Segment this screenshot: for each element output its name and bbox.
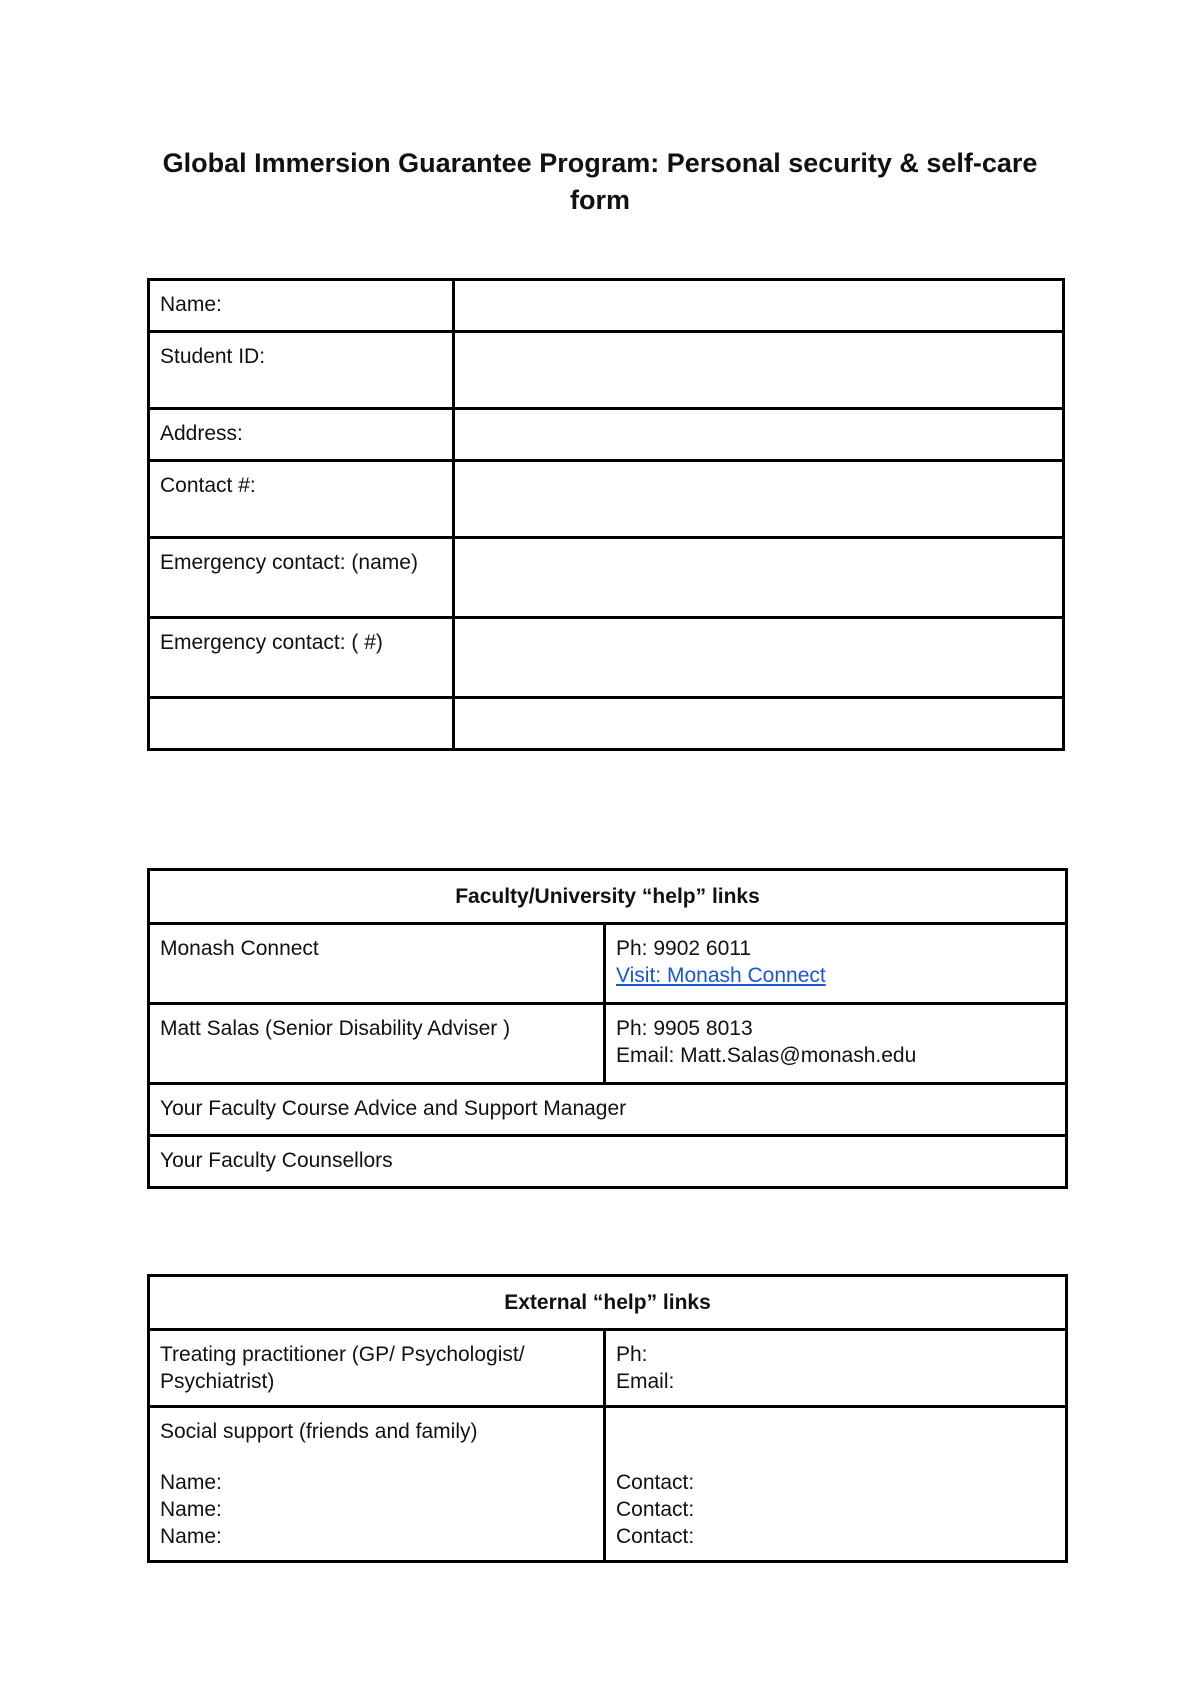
faculty-counsellors: Your Faculty Counsellors <box>149 1136 1067 1188</box>
personal-info-table <box>147 278 1065 751</box>
table-row <box>149 461 1064 538</box>
table-row <box>149 409 1064 461</box>
table-row <box>149 1136 1067 1188</box>
emergency-number-field[interactable] <box>454 618 1064 698</box>
table-row <box>149 280 1064 332</box>
blank-field[interactable] <box>454 698 1064 750</box>
table-row <box>149 1407 1067 1562</box>
contact-field[interactable] <box>454 461 1064 538</box>
table-row <box>149 698 1064 750</box>
practitioner-phone: Ph: <box>616 1343 648 1366</box>
practitioner-email: Email: <box>616 1370 675 1393</box>
table-row <box>149 1004 1067 1084</box>
monash-connect-phone: Ph: 9902 6011 <box>616 937 752 960</box>
table-row <box>149 1276 1067 1330</box>
practitioner-details <box>605 1330 1067 1407</box>
table-row <box>149 1084 1067 1136</box>
table-row <box>149 332 1064 409</box>
external-help-header: External “help” links <box>149 1276 1067 1330</box>
name-field[interactable] <box>454 280 1064 332</box>
faculty-help-header: Faculty/University “help” links <box>149 870 1067 924</box>
emergency-name-field[interactable] <box>454 538 1064 618</box>
disability-adviser-phone: Ph: 9905 8013 <box>616 1017 753 1040</box>
page-title: Global Immersion Guarantee Program: Personal security & self-care form <box>162 148 1038 215</box>
social-name-3: Name: <box>160 1525 222 1548</box>
monash-connect-name: Monash Connect <box>149 924 605 1004</box>
address-field[interactable] <box>454 409 1064 461</box>
social-contact-3: Contact: <box>616 1525 695 1548</box>
practitioner-label: Treating practitioner (GP/ Psychologist/ Psychiatrist) <box>149 1330 605 1407</box>
monash-connect-link[interactable]: Visit: Monash Connect <box>616 964 826 987</box>
monash-connect-details <box>605 924 1067 1004</box>
external-help-table <box>147 1274 1068 1563</box>
table-row <box>149 538 1064 618</box>
student-id-label: Student ID: <box>149 332 454 409</box>
social-contacts-cell <box>605 1407 1067 1562</box>
disability-adviser-details <box>605 1004 1067 1084</box>
social-support-cell <box>149 1407 605 1562</box>
social-contact-1: Contact: <box>616 1471 695 1494</box>
name-label: Name: <box>149 280 454 332</box>
blank-label <box>149 698 454 750</box>
student-id-field[interactable] <box>454 332 1064 409</box>
disability-adviser-name: Matt Salas (Senior Disability Adviser ) <box>149 1004 605 1084</box>
table-row <box>149 618 1064 698</box>
social-contact-2: Contact: <box>616 1498 695 1521</box>
emergency-name-label: Emergency contact: (name) <box>149 538 454 618</box>
table-row <box>149 870 1067 924</box>
faculty-help-table <box>147 868 1068 1189</box>
table-row <box>149 924 1067 1004</box>
address-label: Address: <box>149 409 454 461</box>
social-support-label: Social support (friends and family) <box>160 1420 478 1443</box>
table-row <box>149 1330 1067 1407</box>
course-advice-manager: Your Faculty Course Advice and Support Manager <box>149 1084 1067 1136</box>
social-name-2: Name: <box>160 1498 222 1521</box>
emergency-number-label: Emergency contact: ( #) <box>149 618 454 698</box>
disability-adviser-email: Email: Matt.Salas@monash.edu <box>616 1044 917 1067</box>
contact-label: Contact #: <box>149 461 454 538</box>
social-name-1: Name: <box>160 1471 222 1494</box>
